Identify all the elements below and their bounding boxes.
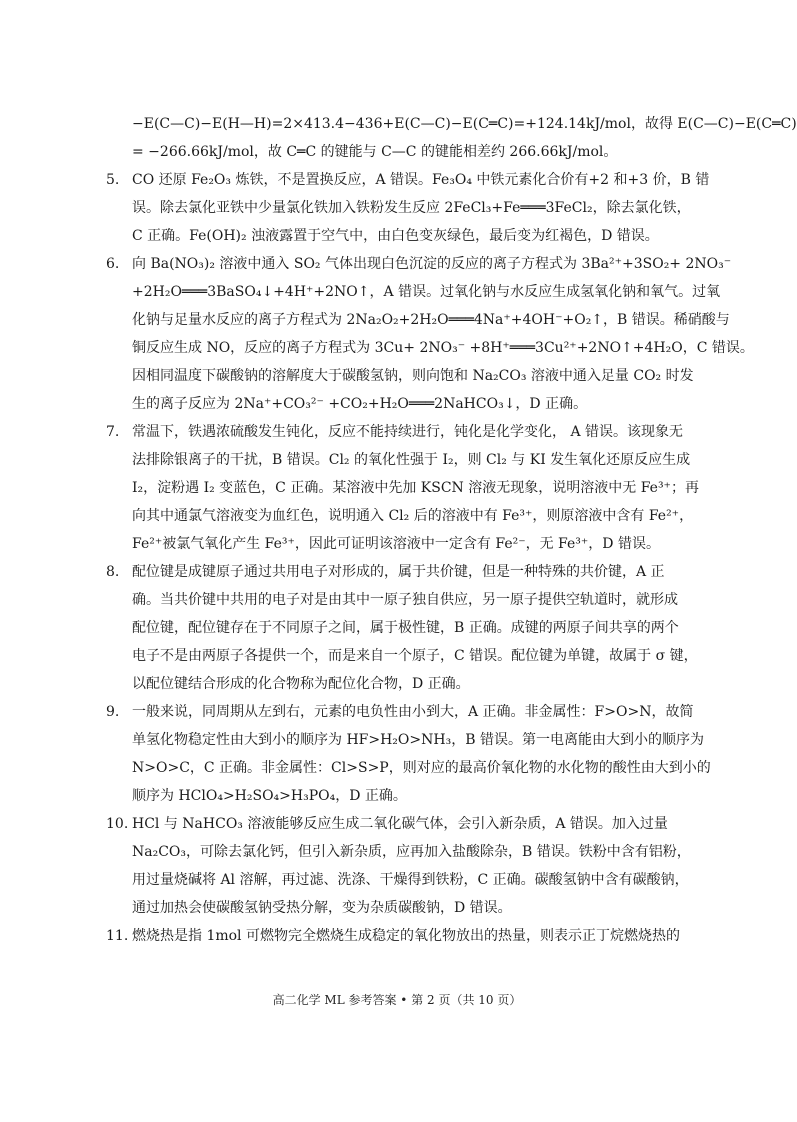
- answer-text: 铜反应生成 NO，反应的离子方程式为 3Cu+ 2NO₃⁻ +8H⁺═══3Cu²⁺+2NO↑+4H₂O，C 错误。: [132, 340, 754, 356]
- answer-text: 确。当共价键中共用的电子对是由其中一原子独自供应，另一原子提供空轨道时，就形成: [132, 592, 678, 608]
- answer-text: 向 Ba(NO₃)₂ 溶液中通入 SO₂ 气体出现白色沉淀的反应的离子方程式为 3Ba²⁺+3SO₂+ 2NO₃⁻: [132, 256, 732, 272]
- answer-line: [106, 866, 689, 894]
- answer-item: [106, 166, 710, 250]
- answer-text: −E(C—C)−E(H—H)=2×413.4−436+E(C—C)−E(C═C)=+124.14kJ/mol，故得 E(C—C)−E(C═C): [132, 116, 797, 132]
- answer-list: [106, 110, 797, 950]
- answer-number: 6.: [106, 256, 120, 272]
- page-footer: 高二化学 ML 参考答案 • 第 2 页（共 10 页）: [272, 993, 522, 1007]
- answer-number: 9.: [106, 704, 120, 720]
- answer-line: [106, 922, 686, 950]
- answer-line: [106, 614, 686, 642]
- answer-number: 5.: [106, 172, 120, 188]
- answer-number: 11.: [106, 928, 129, 944]
- answer-text: 配位键，配位键存在于不同原子之间，属于极性键，B 正确。成键的两原子间共享的两个: [132, 620, 679, 636]
- answer-line: [106, 194, 691, 222]
- answer-continuation: [106, 110, 797, 166]
- answer-text: C 正确。Fe(OH)₂ 浊液露置于空气中，由白色变灰绿色，最后变为红褐色，D 错误。: [132, 228, 659, 244]
- answer-text: Na₂CO₃，可除去氯化钙，但引入新杂质，应再加入盐酸除杂，B 错误。铁粉中含有铝粉，: [132, 844, 691, 860]
- answer-item: [106, 810, 691, 922]
- answer-text: 用过量烧碱将 Al 溶解，再过滤、洗涤、干燥得到铁粉，C 正确。碳酸氢钠中含有碳酸钠，: [132, 872, 689, 888]
- answer-line: [106, 474, 699, 502]
- answer-text: Fe²⁺被氯气氧化产生 Fe³⁺，因此可证明该溶液中一定含有 Fe²⁻，无 Fe³⁺，D 错误。: [132, 536, 660, 552]
- answer-text: 一般来说，同周期从左到右，元素的电负性由小到大，A 正确。非金属性：F>O>N，故简: [132, 704, 694, 720]
- answer-text: 因相同温度下碳酸钠的溶解度大于碳酸氢钠，则向饱和 Na₂CO₃ 溶液中通入足量 CO₂ 时发: [132, 368, 694, 384]
- answer-line: [106, 390, 686, 418]
- answer-line: [106, 782, 686, 810]
- answer-line: [106, 698, 694, 726]
- answer-number: 7.: [106, 424, 120, 440]
- answer-line: [106, 222, 686, 250]
- answer-item: [106, 558, 698, 698]
- answer-number: 8.: [106, 564, 120, 580]
- answer-line: [106, 754, 711, 782]
- answer-line: [106, 558, 686, 586]
- answer-text: CO 还原 Fe₂O₃ 炼铁，不是置换反应，A 错误。Fe₃O₄ 中铁元素化合价有+2 和+3 价，B 错: [132, 172, 710, 188]
- answer-line: [106, 446, 691, 474]
- answer-item: [106, 698, 711, 810]
- answer-item: [106, 922, 686, 950]
- answer-text: 电子不是由两原子各提供一个，而是来自一个原子，C 错误。配位键为单键，故属于 σ 键，: [132, 648, 698, 664]
- answer-text: 向其中通氯气溶液变为血红色，说明通入 Cl₂ 后的溶液中有 Fe³⁺，则原溶液中含有 Fe²⁺，: [132, 508, 694, 524]
- answer-line: [106, 502, 694, 530]
- answer-text: I₂，淀粉遇 I₂ 变蓝色，C 正确。某溶液中先加 KSCN 溶液无现象，说明溶液中无 Fe³⁺；再: [132, 480, 699, 496]
- answer-line: [106, 418, 686, 446]
- answer-text: N>O>C，C 正确。非金属性：Cl>S>P，则对应的最高价氧化物的水化物的酸性由大到小的: [132, 760, 711, 776]
- answer-line: [106, 530, 686, 558]
- answer-text: HCl 与 NaHCO₃ 溶液能够反应生成二氧化碳气体，会引入新杂质，A 错误。加入过量: [132, 816, 668, 832]
- answer-text: 化钠与足量水反应的离子方程式为 2Na₂O₂+2H₂O═══4Na⁺+4OH⁻+O₂↑，B 错误。稀硝酸与: [132, 312, 730, 328]
- answer-text: 法排除银离子的干扰，B 错误。Cl₂ 的氧化性强于 I₂，则 Cl₂ 与 KI 发生氧化还原反应生成: [132, 452, 691, 468]
- answer-text: 误。除去氯化亚铁中少量氯化铁加入铁粉发生反应 2FeCl₃+Fe═══3FeCl₂，除去氯化铁，: [132, 200, 691, 216]
- answer-line: [106, 810, 686, 838]
- answer-text: 通过加热会使碳酸氢钠受热分解，变为杂质碳酸钠，D 错误。: [132, 900, 512, 916]
- answer-line: [106, 670, 686, 698]
- answer-text: = −266.66kJ/mol，故 C═C 的键能与 C—C 的键能相差约 266.66kJ/mol。: [132, 144, 618, 160]
- answer-item: [106, 250, 754, 418]
- answer-line: [106, 166, 710, 194]
- answer-text: 燃烧热是指 1mol 可燃物完全燃烧生成稳定的氧化物放出的热量，则表示正丁烷燃烧热的: [132, 928, 680, 944]
- answer-line: [106, 642, 698, 670]
- answer-text: 顺序为 HClO₄>H₂SO₄>H₃PO₄，D 正确。: [132, 788, 407, 804]
- answer-line: [106, 726, 704, 754]
- answer-line: [106, 278, 721, 306]
- answer-text: 生的离子反应为 2Na⁺+CO₃²⁻ +CO₂+H₂O═══2NaHCO₃↓，D 正确。: [132, 396, 588, 412]
- answer-text: 常温下，铁遇浓硫酸发生钝化，反应不能持续进行，钝化是化学变化， A 错误。该现象无: [132, 424, 684, 440]
- answer-number: 10.: [106, 816, 129, 832]
- answer-line: [106, 110, 797, 138]
- answer-line: [106, 838, 691, 866]
- answer-item: [106, 418, 699, 558]
- answer-text: 以配位键结合形成的化合物称为配位化合物，D 正确。: [132, 676, 470, 692]
- answer-text: 配位键是成键原子通过共用电子对形成的，属于共价键，但是一种特殊的共价键，A 正: [132, 564, 665, 580]
- answer-line: [106, 250, 732, 278]
- answer-line: [106, 362, 694, 390]
- answer-text: +2H₂O═══3BaSO₄↓+4H⁺+2NO↑，A 错误。过氧化钠与水反应生成氢氧化钠和氧气。过氧: [132, 284, 721, 300]
- answer-line: [106, 894, 686, 922]
- answer-line: [106, 138, 686, 166]
- answer-text: 单氢化物稳定性由大到小的顺序为 HF>H₂O>NH₃，B 错误。第一电离能由大到小的顺序为: [132, 732, 704, 748]
- answer-line: [106, 586, 686, 614]
- answer-line: [106, 306, 730, 334]
- answer-line: [106, 334, 754, 362]
